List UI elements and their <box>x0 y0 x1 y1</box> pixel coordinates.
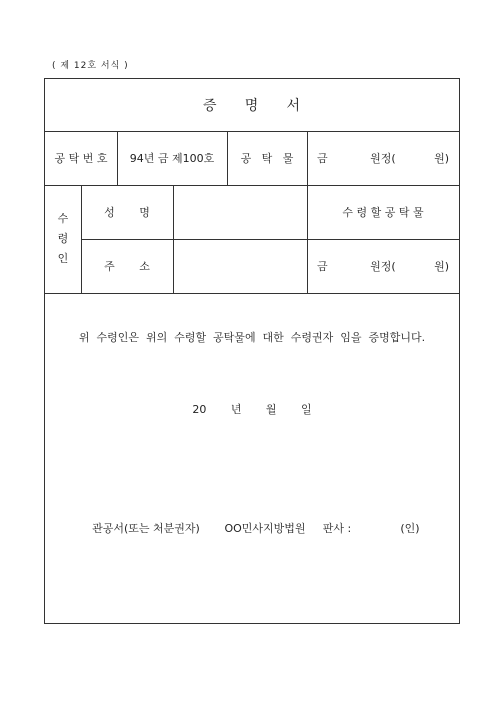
recipient-address-value <box>173 239 307 293</box>
issuer-label: 관공서(또는 처분권자) <box>92 522 200 535</box>
divider <box>45 293 459 294</box>
amount-prefix: 금 <box>317 152 328 165</box>
recipient-address-label: 주 소 <box>104 260 150 273</box>
certificate-form <box>44 78 460 624</box>
certification-statement: 위 수령인은 위의 수령할 공탁물에 대한 수령권자 임을 증명합니다. <box>78 331 426 344</box>
amount-suffix: 원정( 원) <box>370 260 449 273</box>
judge-label: 판사 : <box>322 522 352 535</box>
deposit-item-label: 공 탁 물 <box>240 152 294 165</box>
amount-prefix: 금 <box>317 260 328 273</box>
recipient-name-value <box>173 185 307 239</box>
deposit-number-label: 공 탁 번 호 <box>54 152 108 165</box>
date-line: 20 년 월 일 <box>192 403 312 416</box>
recipient-name-label: 성 명 <box>104 206 150 219</box>
document-title: 증 명 서 <box>202 98 302 114</box>
receivable-item-label: 수 령 할 공 탁 물 <box>342 206 424 219</box>
deposit-number-value: 94년 금 제100호 <box>129 152 215 165</box>
seal-mark: (인) <box>400 522 420 535</box>
court-name: OO민사지방법원 <box>224 522 306 535</box>
form-number-label: ( 제 12호 서식 ) <box>52 61 129 71</box>
recipient-group-label: 수 령 인 <box>57 212 69 265</box>
receivable-amount-field <box>307 239 459 293</box>
deposit-amount-field <box>307 131 459 185</box>
amount-suffix: 원정( 원) <box>370 152 449 165</box>
